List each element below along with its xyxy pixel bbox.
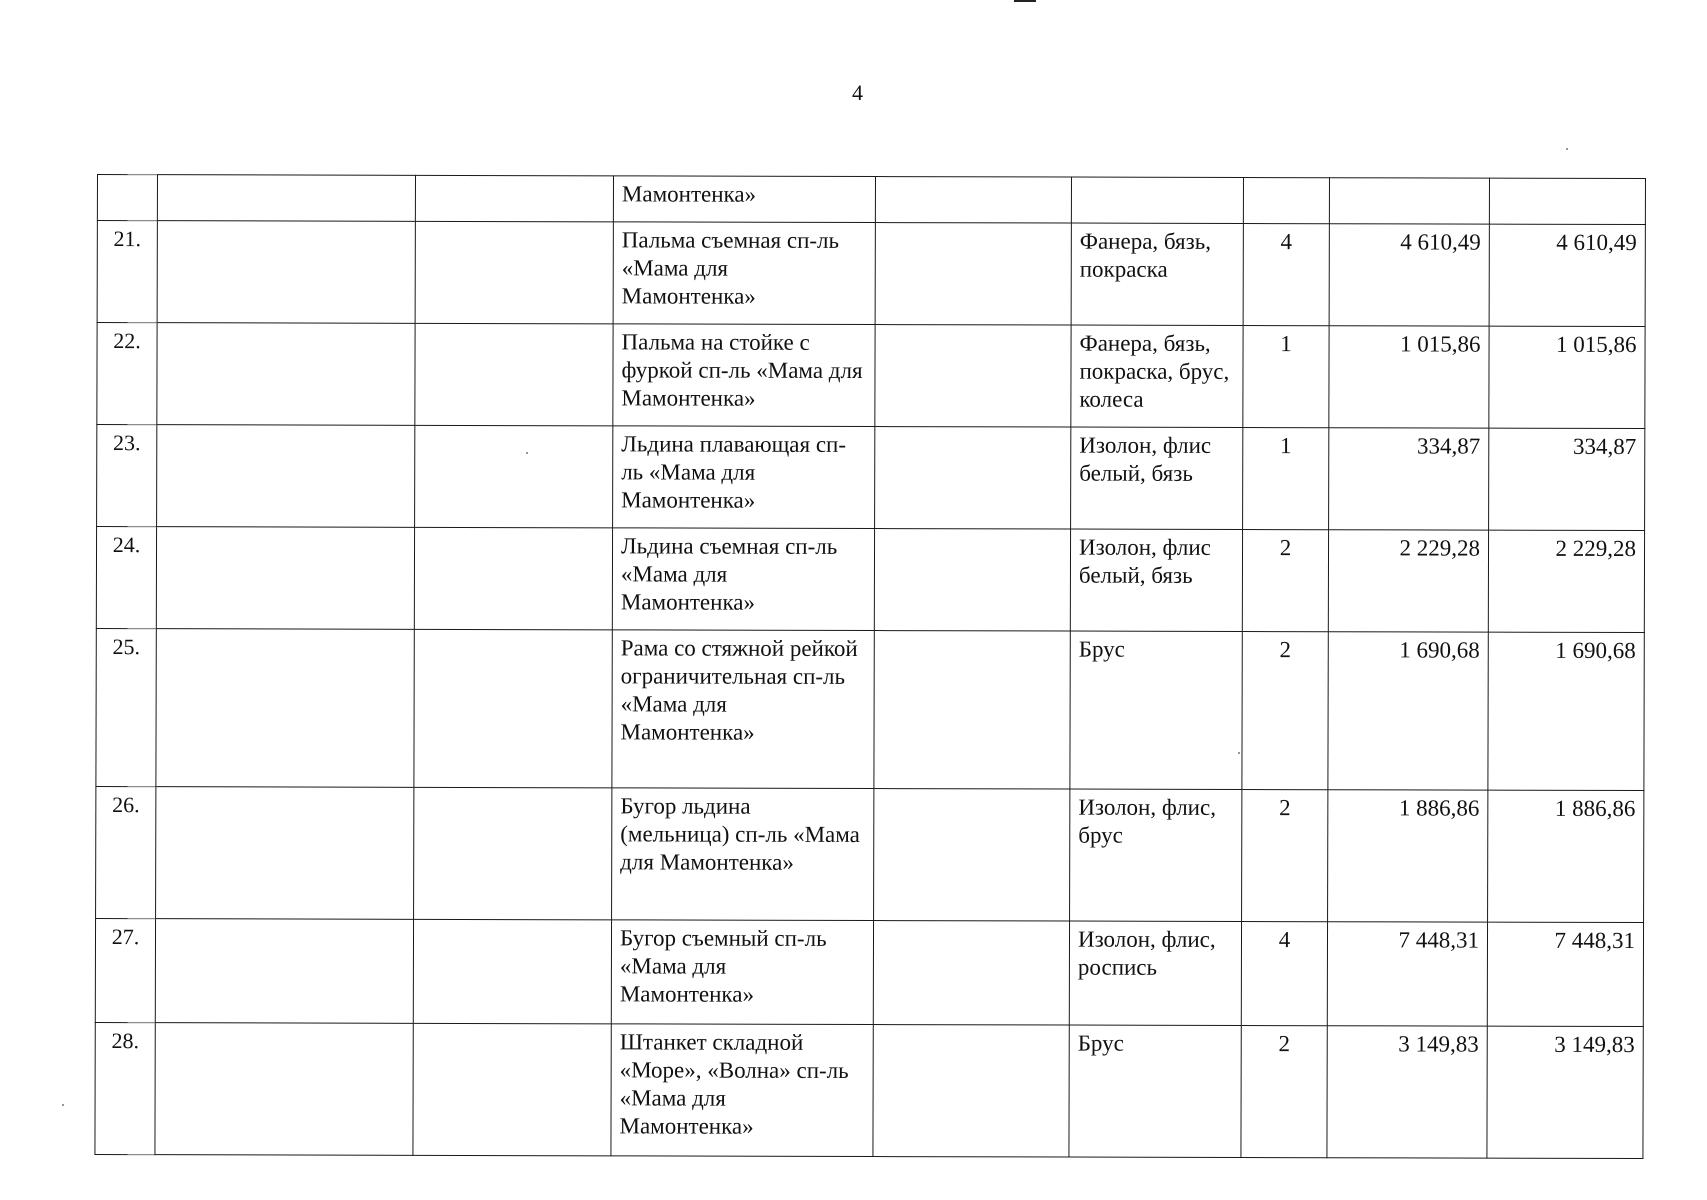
table-row: [96, 786, 1644, 922]
item-name: Рама со стяжной рейкой ограничительная сп-ль «Мама для Мамонтенка»: [612, 630, 874, 789]
table-row: [96, 527, 1644, 633]
item-price: 4 610,49: [1329, 224, 1489, 326]
page-number: 4: [852, 80, 863, 105]
item-quantity: 4: [1241, 921, 1327, 1025]
empty-cell: [415, 175, 613, 222]
empty-cell: [875, 177, 1071, 224]
item-price: 1 690,68: [1328, 632, 1488, 790]
row-number: 21.: [97, 221, 157, 323]
empty-cell: [415, 221, 613, 324]
item-name: Мамонтенка»: [613, 176, 875, 223]
empty-cell: [414, 787, 612, 920]
item-name: Пальма на стойке с фуркой сп-ль «Мама для Мамонтенка»: [613, 324, 875, 427]
item-sum: 3 149,83: [1487, 1026, 1643, 1158]
empty-cell: [415, 323, 613, 426]
item-sum: 334,87: [1489, 428, 1645, 530]
item-quantity: 2: [1242, 789, 1328, 921]
empty-cell: [415, 425, 613, 528]
empty-cell: [156, 629, 414, 788]
table-row: [97, 425, 1645, 531]
table-row: [95, 918, 1643, 1026]
table-row: [96, 628, 1644, 790]
item-quantity: 2: [1241, 1025, 1327, 1157]
scan-speck: [526, 452, 528, 454]
empty-cell: [875, 427, 1071, 530]
scan-speck: [62, 1104, 64, 1106]
row-number: 27.: [95, 918, 155, 1022]
scan-mark: [1014, 0, 1036, 2]
item-material: Фанера, бязь, покраска: [1071, 223, 1243, 325]
item-name: Льдина плавающая сп-ль «Мама для Мамонтенка»: [613, 426, 875, 529]
empty-cell: [874, 631, 1070, 790]
scan-speck: [1238, 752, 1240, 754]
item-name: Льдина съемная сп-ль «Мама для Мамонтенка»: [612, 528, 874, 631]
item-name: Пальма съемная сп-ль «Мама для Мамонтенка»: [613, 222, 875, 325]
item-sum: 4 610,49: [1489, 224, 1645, 326]
row-number: 25.: [96, 628, 156, 786]
item-price: 1 015,86: [1329, 326, 1489, 428]
item-price: 334,87: [1329, 428, 1489, 530]
item-quantity: 2: [1242, 631, 1328, 789]
empty-cell: [157, 221, 415, 324]
item-material: [1071, 177, 1243, 223]
items-table: [94, 174, 1646, 1159]
item-price: 2 229,28: [1328, 530, 1488, 632]
empty-cell: [413, 919, 611, 1024]
table-row: [95, 1022, 1643, 1158]
item-quantity: 1: [1243, 326, 1329, 428]
empty-cell: [155, 919, 413, 1024]
item-material: Изолон, флис белый, бязь: [1071, 427, 1243, 529]
item-name: Бугор съемный сп-ль «Мама для Мамонтенка»: [611, 920, 873, 1025]
row-number: 23.: [97, 425, 157, 527]
scan-speck: [1566, 148, 1568, 150]
empty-cell: [157, 175, 415, 222]
item-material: Брус: [1069, 1025, 1241, 1157]
row-number: 24.: [96, 527, 156, 629]
item-sum: 1 015,86: [1489, 326, 1645, 428]
item-quantity: 4: [1243, 224, 1329, 326]
item-material: Изолон, флис белый, бязь: [1070, 529, 1242, 631]
item-price: 7 448,31: [1327, 922, 1487, 1026]
empty-cell: [413, 1023, 611, 1156]
item-quantity: 2: [1242, 530, 1328, 632]
empty-cell: [414, 629, 612, 788]
empty-cell: [156, 787, 414, 920]
item-price: 3 149,83: [1327, 1026, 1487, 1158]
empty-cell: [875, 223, 1071, 326]
item-sum: 7 448,31: [1487, 922, 1643, 1026]
item-material: Изолон, флис, брус: [1070, 789, 1242, 921]
row-number: 28.: [95, 1022, 155, 1154]
item-price: 1 886,86: [1328, 790, 1488, 922]
item-sum: 1 690,68: [1488, 632, 1644, 790]
item-material: Изолон, флис, роспись: [1069, 921, 1241, 1025]
item-material: Фанера, бязь, покраска, брус, колеса: [1071, 325, 1243, 427]
item-sum: 1 886,86: [1488, 790, 1644, 922]
empty-cell: [874, 529, 1070, 632]
table-row: [97, 323, 1645, 429]
item-sum: 2 229,28: [1488, 530, 1644, 632]
empty-cell: [873, 1025, 1069, 1158]
row-number: 26.: [96, 786, 156, 918]
empty-cell: [155, 1023, 413, 1156]
item-name: Штанкет складной «Море», «Волна» сп-ль «Мама для Мамонтенка»: [611, 1024, 873, 1157]
empty-cell: [414, 527, 612, 630]
item-quantity: 1: [1243, 428, 1329, 530]
table-row: [97, 221, 1645, 327]
table-row: [97, 175, 1645, 225]
empty-cell: [875, 325, 1071, 428]
item-quantity: [1243, 178, 1329, 224]
item-material: Брус: [1070, 631, 1242, 789]
row-number: [97, 175, 157, 221]
empty-cell: [156, 527, 414, 630]
empty-cell: [157, 425, 415, 528]
empty-cell: [157, 323, 415, 426]
empty-cell: [874, 789, 1070, 922]
empty-cell: [873, 921, 1069, 1026]
item-sum: [1489, 178, 1645, 224]
item-price: [1329, 178, 1489, 224]
row-number: 22.: [97, 323, 157, 425]
item-name: Бугор льдина (мельница) сп-ль «Мама для Мамонтенка»: [612, 788, 874, 921]
